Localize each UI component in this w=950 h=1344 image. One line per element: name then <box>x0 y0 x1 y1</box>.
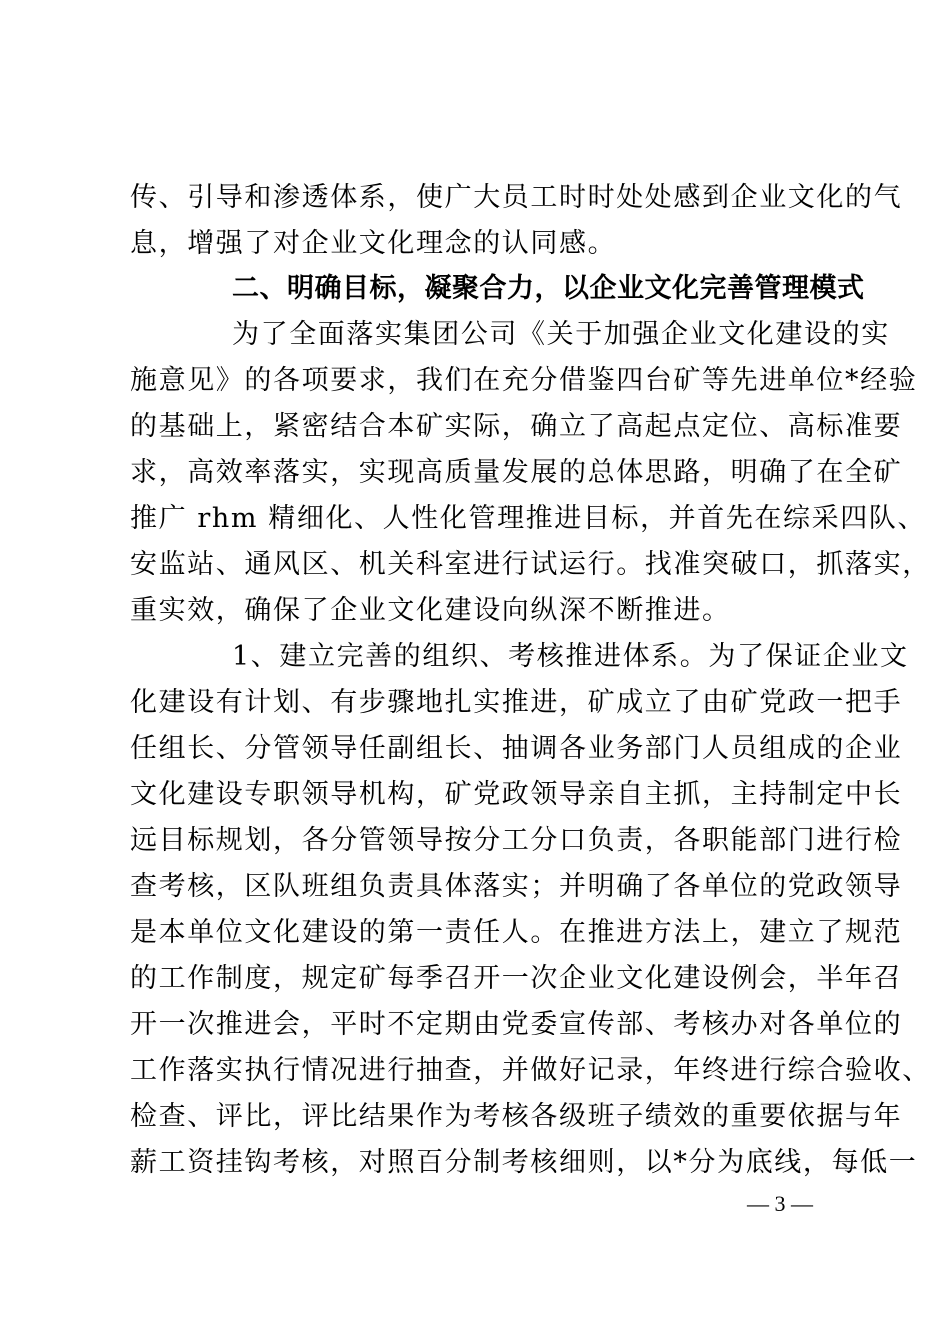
paragraph-line: 检查、评比，评比结果作为考核各级班子绩效的重要依据与年 <box>130 1101 903 1132</box>
paragraph-line: 开一次推进会，平时不定期由党委宣传部、考核办对各单位的 <box>130 1009 903 1040</box>
paragraph-line: 任组长、分管领导任副组长、抽调各业务部门人员组成的企业 <box>130 733 903 764</box>
page-number: — 3 — <box>747 1191 813 1216</box>
paragraph-line: 远目标规划，各分管领导按分工分口负责，各职能部门进行检 <box>130 825 903 856</box>
paragraph-line: 安监站、通风区、机关科室进行试运行。找准突破口，抓落实， <box>130 549 931 580</box>
paragraph-line: 推广 rhm 精细化、人性化管理推进目标，并首先在综采四队、 <box>130 503 927 534</box>
paragraph-line: 的基础上，紧密结合本矿实际，确立了高起点定位、高标准要 <box>130 411 903 442</box>
paragraph-line: 传、引导和渗透体系，使广大员工时时处处感到企业文化的气 <box>130 182 903 213</box>
paragraph-line: 为了全面落实集团公司《关于加强企业文化建设的实 <box>232 319 890 350</box>
paragraph-line: 1、建立完善的组织、考核推进体系。为了保证企业文 <box>232 641 909 672</box>
paragraph-line: 是本单位文化建设的第一责任人。在推进方法上，建立了规范 <box>130 917 903 948</box>
paragraph-line: 查考核，区队班组负责具体落实；并明确了各单位的党政领导 <box>130 871 903 902</box>
paragraph-line: 求，高效率落实，实现高质量发展的总体思路，明确了在全矿 <box>130 457 903 488</box>
paragraph-line: 息，增强了对企业文化理念的认同感。 <box>130 228 617 259</box>
paragraph-line: 薪工资挂钩考核，对照百分制考核细则，以*分为底线，每低一 <box>130 1147 918 1178</box>
section-heading: 二、明确目标，凝聚合力，以企业文化完善管理模式 <box>232 273 865 304</box>
paragraph-line: 文化建设专职领导机构，矿党政领导亲自主抓，主持制定中长 <box>130 779 903 810</box>
paragraph-line: 的工作制度，规定矿每季召开一次企业文化建设例会，半年召 <box>130 963 903 994</box>
paragraph-line: 施意见》的各项要求，我们在充分借鉴四台矿等先进单位*经验 <box>130 365 918 396</box>
paragraph-line: 工作落实执行情况进行抽查，并做好记录，年终进行综合验收、 <box>130 1055 931 1086</box>
paragraph-line: 化建设有计划、有步骤地扎实推进，矿成立了由矿党政一把手 <box>130 687 903 718</box>
paragraph-line: 重实效，确保了企业文化建设向纵深不断推进。 <box>130 595 731 626</box>
